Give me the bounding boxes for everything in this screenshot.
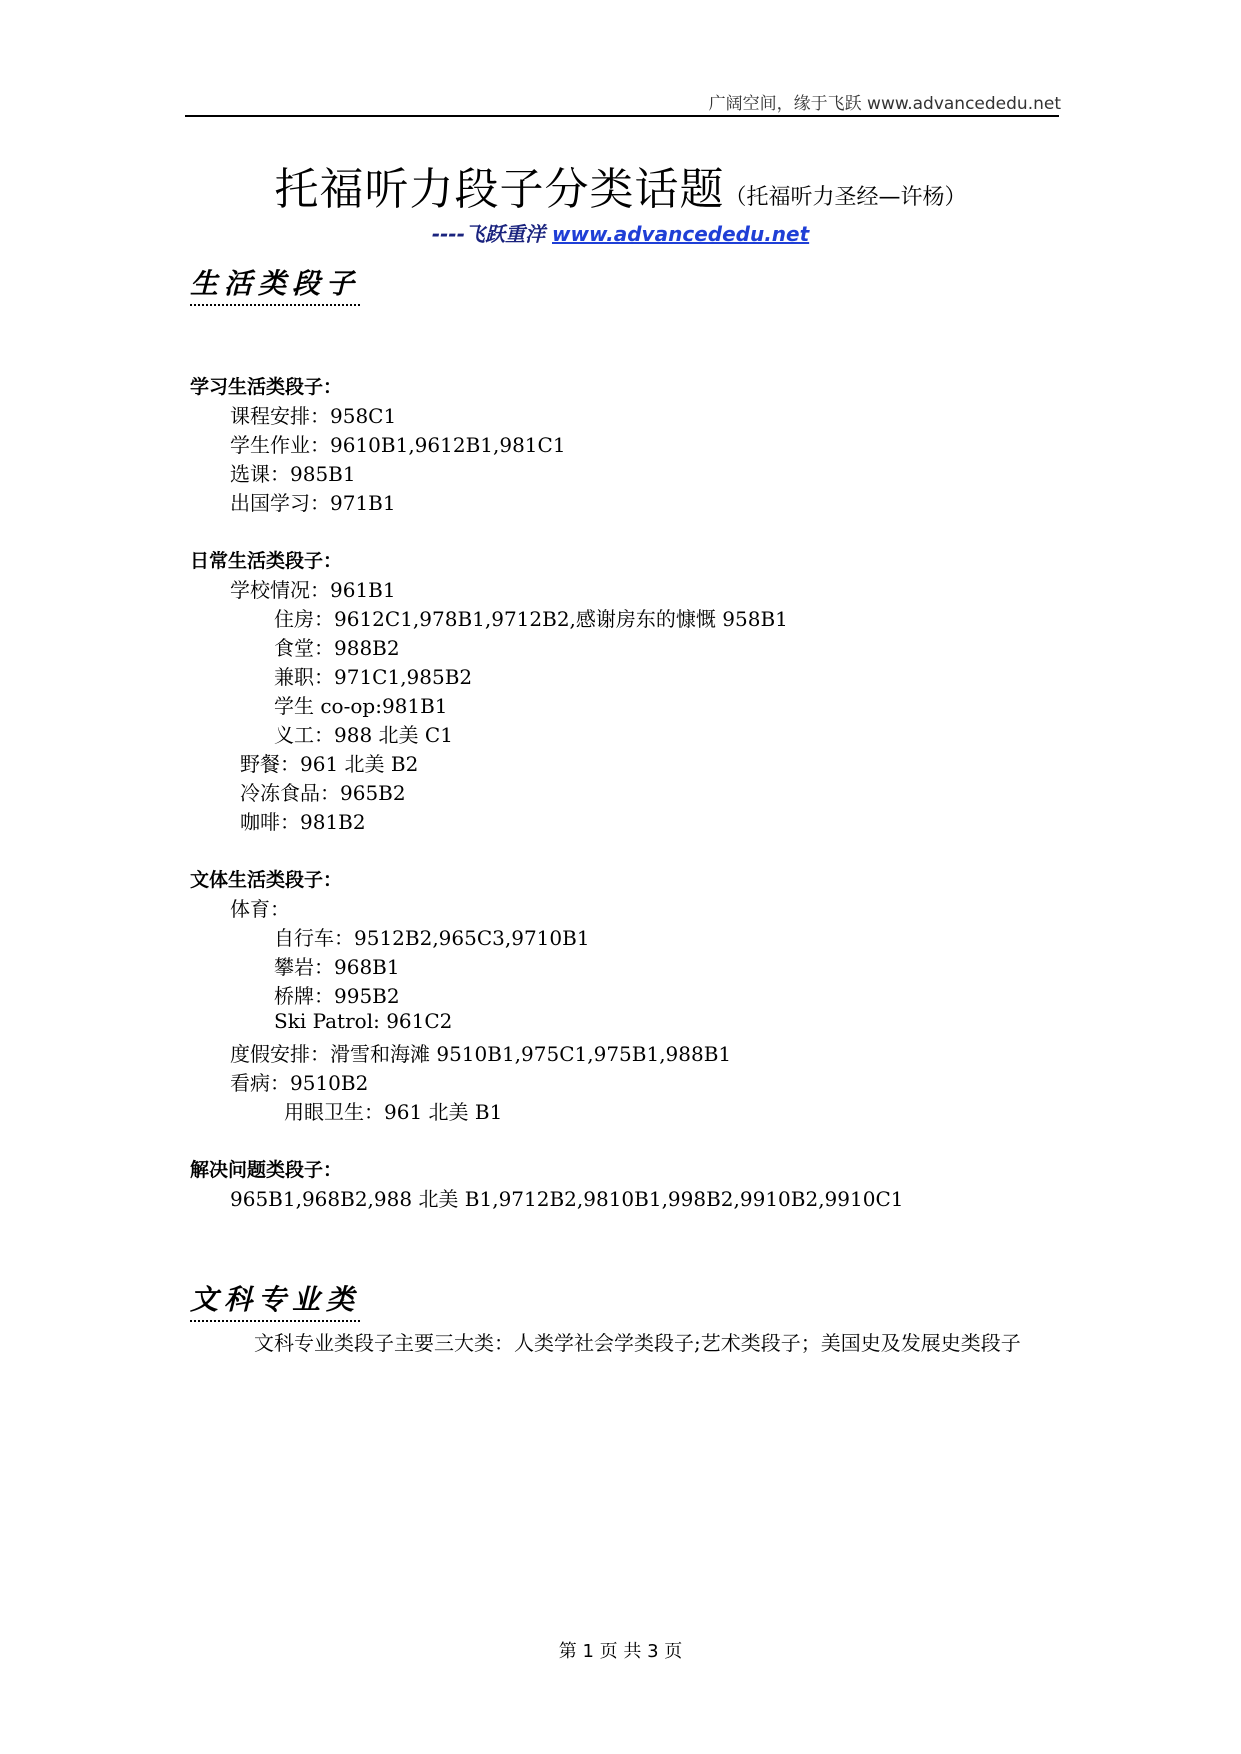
- list-item: 兼职：971C1,985B2: [274, 665, 473, 689]
- list-item: 度假安排：滑雪和海滩 9510B1,975C1,975B1,988B1: [230, 1042, 732, 1066]
- category-culture-sports: 文体生活类段子：: [190, 869, 343, 891]
- list-item: 用眼卫生：961 北美 B1: [284, 1100, 503, 1124]
- page-header: 广阔空间，缘于飞跃 www.advancededu.net: [708, 94, 1061, 114]
- list-item: 桥牌：995B2: [274, 984, 400, 1008]
- title-main: 托福听力段子分类话题: [274, 164, 725, 215]
- list-item: 攀岩：968B1: [274, 955, 400, 979]
- header-divider: [185, 115, 1059, 117]
- list-item: 食堂：988B2: [274, 636, 400, 660]
- category-daily-life: 日常生活类段子：: [190, 550, 343, 572]
- liberal-arts-paragraph: 文科专业类段子主要三大类：人类学社会学类段子;艺术类段子；美国史及发展史类段子: [254, 1331, 1021, 1355]
- list-item: 出国学习：971B1: [230, 491, 396, 515]
- list-item: 冷冻食品：965B2: [240, 781, 406, 805]
- subtitle-prefix: ----飞跃重洋: [431, 222, 552, 246]
- footer-total-pages: 3: [647, 1641, 659, 1662]
- list-item: 野餐：961 北美 B2: [240, 752, 419, 776]
- list-item: 965B1,968B2,988 北美 B1,9712B2,9810B1,998B2,9910B2,9910C1: [230, 1187, 904, 1211]
- list-item: 看病：9510B2: [230, 1071, 369, 1095]
- list-item: 选课：985B1: [230, 462, 356, 486]
- category-study-life: 学习生活类段子：: [190, 376, 343, 398]
- footer-page-number: 1: [582, 1641, 594, 1662]
- list-item: 学生作业：9610B1,9612B1,981C1: [230, 433, 566, 457]
- list-item: 咖啡：981B2: [240, 810, 366, 834]
- section-heading-life: 生活类段子: [190, 262, 360, 306]
- list-item: Ski Patrol: 961C2: [274, 1009, 453, 1033]
- list-item: 课程安排：958C1: [230, 404, 397, 428]
- list-item: 体育：: [230, 897, 290, 921]
- footer-middle: 页 共: [593, 1641, 648, 1662]
- list-item: 自行车：9512B2,965C3,9710B1: [274, 926, 590, 950]
- list-item: 学生 co-op:981B1: [274, 694, 448, 718]
- footer-prefix: 第: [558, 1641, 583, 1662]
- title-sub: （托福听力圣经—许杨）: [724, 185, 967, 210]
- document-subtitle: [0, 218, 1241, 247]
- section-heading-liberal-arts: 文科专业类: [190, 1278, 360, 1322]
- list-item: 义工：988 北美 C1: [274, 723, 453, 747]
- list-item: 学校情况：961B1: [230, 578, 396, 602]
- category-problem-solving: 解决问题类段子：: [190, 1159, 343, 1181]
- document-title: [0, 153, 1241, 217]
- list-item: 住房：9612C1,978B1,9712B2,感谢房东的慷慨 958B1: [274, 607, 788, 631]
- page-footer: [0, 1637, 1241, 1663]
- footer-suffix: 页: [658, 1641, 683, 1662]
- website-link[interactable]: www.advancededu.net: [552, 222, 810, 246]
